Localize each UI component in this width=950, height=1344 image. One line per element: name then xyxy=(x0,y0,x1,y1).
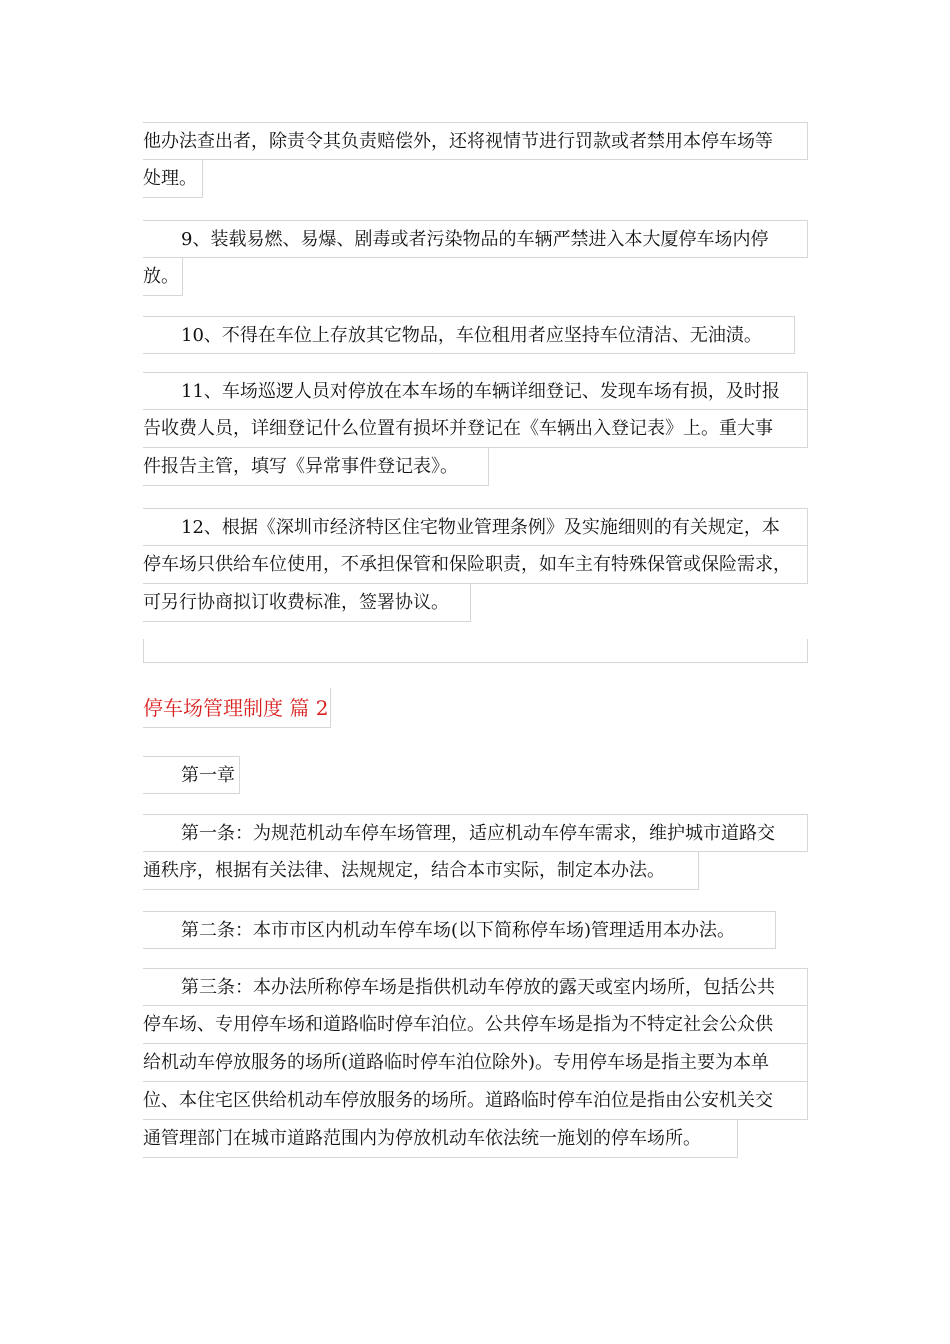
paragraph-line: 位、本住宅区供给机动车停放服务的场所。道路临时停车泊位是指由公安机关交 xyxy=(143,1082,808,1120)
paragraph-line: 10、不得在车位上存放其它物品，车位租用者应坚持车位清洁、无油渍。 xyxy=(143,316,795,354)
paragraph-line: 第二条：本市市区内机动车停车场(以下简称停车场)管理适用本办法。 xyxy=(143,911,776,949)
paragraph-line: 通管理部门在城市道路范围内为停放机动车依法统一施划的停车场所。 xyxy=(143,1120,738,1158)
paragraph-line: 放。 xyxy=(143,258,183,296)
paragraph-line: 第一条：为规范机动车停车场管理，适应机动车停车需求，维护城市道路交 xyxy=(143,814,808,852)
blank-row xyxy=(143,639,808,663)
section-heading: 停车场管理制度 篇 2 xyxy=(143,688,331,728)
paragraph-line: 停车场、专用停车场和道路临时停车泊位。公共停车场是指为不特定社会公众供 xyxy=(143,1006,808,1044)
paragraph-line: 停车场只供给车位使用，不承担保管和保险职责，如车主有特殊保管或保险需求， xyxy=(143,546,808,584)
paragraph-line: 他办法查出者，除责令其负责赔偿外，还将视情节进行罚款或者禁用本停车场等 xyxy=(143,122,808,160)
paragraph-line: 11、车场巡逻人员对停放在本车场的车辆详细登记、发现车场有损，及时报 xyxy=(143,372,808,410)
paragraph-line: 通秩序，根据有关法律、法规规定，结合本市实际，制定本办法。 xyxy=(143,852,699,890)
chapter-title: 第一章 xyxy=(143,756,240,794)
paragraph-line: 12、根据《深圳市经济特区住宅物业管理条例》及实施细则的有关规定，本 xyxy=(143,508,808,546)
paragraph-line: 第三条：本办法所称停车场是指供机动车停放的露天或室内场所，包括公共 xyxy=(143,968,808,1006)
paragraph-line: 告收费人员，详细登记什么位置有损坏并登记在《车辆出入登记表》上。重大事 xyxy=(143,410,808,448)
paragraph-line: 9、装载易燃、易爆、剧毒或者污染物品的车辆严禁进入本大厦停车场内停 xyxy=(143,220,808,258)
paragraph-line: 给机动车停放服务的场所(道路临时停车泊位除外)。专用停车场是指主要为本单 xyxy=(143,1044,808,1082)
paragraph-line: 件报告主管，填写《异常事件登记表》。 xyxy=(143,448,489,486)
paragraph-line: 可另行协商拟订收费标准，签署协议。 xyxy=(143,584,471,622)
paragraph-line: 处理。 xyxy=(143,160,203,198)
